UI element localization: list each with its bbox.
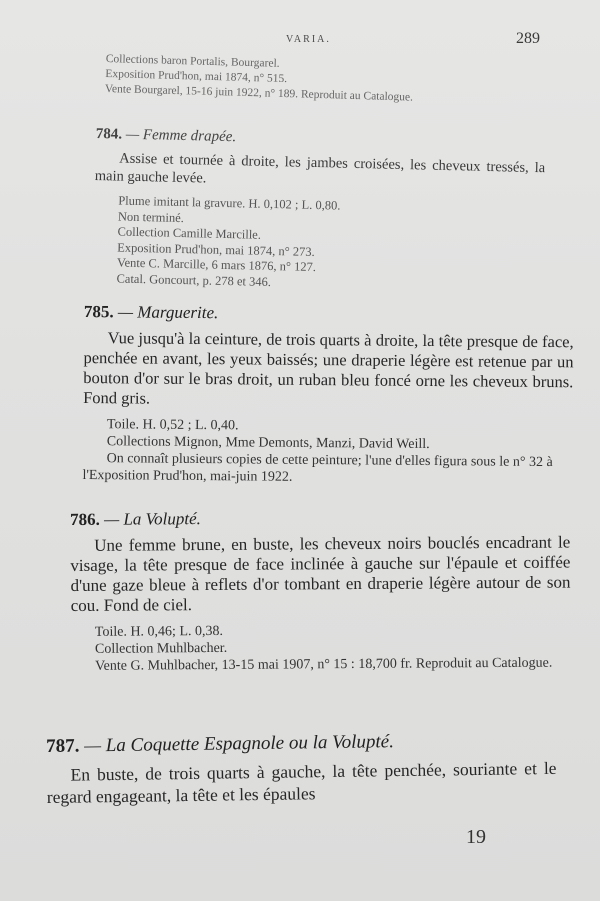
entry-meta xyxy=(82,416,573,488)
continuation-line: Vente Bourgarel, 15-16 juin 1922, n° 189. Reproduit au Catalogue. xyxy=(104,82,414,104)
entry-meta xyxy=(71,621,571,675)
entry-title: — Marguerite. xyxy=(117,302,219,323)
meta-line: Exposition Prud'hon, mai 1874, n° 273. xyxy=(117,240,315,259)
catalogue-entry-786 xyxy=(70,507,571,675)
entry-meta xyxy=(92,193,544,296)
continuation-block xyxy=(105,52,546,109)
entry-heading xyxy=(84,302,574,326)
signature-mark: 19 xyxy=(466,826,486,848)
running-head: VARIA. xyxy=(286,34,331,45)
meta-line: Collection Camille Marcille. xyxy=(117,224,262,242)
catalogue-entry-784 xyxy=(92,126,546,296)
catalogue-entry-787 xyxy=(46,729,557,816)
meta-line: Vente G. Muhlbacher, 13-15 mai 1907, n° 15 : 18,700 fr. Reproduit au Catalogue. xyxy=(95,655,553,674)
entry-heading xyxy=(46,729,556,758)
entry-number: 787. xyxy=(46,735,80,757)
continuation-line: Exposition Prud'hon, mai 1874, n° 515. xyxy=(105,67,288,86)
entry-note: On connaît plusieurs copies de cette peinture; l'une d'elles figura sous le n° 32 à l'Exposition Prud'hon, mai-juin 1922. xyxy=(82,451,553,485)
entry-description: En buste, de trois quarts à gauche, la tête penchée, souriante et le regard engageant, la tête et les épaules xyxy=(46,757,557,807)
entry-heading xyxy=(96,126,546,153)
entry-title: — Femme drapée. xyxy=(125,126,237,146)
meta-line: Collection Muhlbacher. xyxy=(94,640,228,657)
entry-title: — La Coquette Espagnole ou la Volupté. xyxy=(83,731,395,757)
entry-description: Vue jusqu'à la ceinture, de trois quarts à droite, la tête presque de face, penchée en avant, les yeux baissés; une draperie légère est retenue par un bouton d'or sur le bras droit, un ruban bleu foncé orne les cheveux bruns. Fond gris. xyxy=(83,328,574,408)
meta-line: Vente C. Marcille, 6 mars 1876, n° 127. xyxy=(116,255,317,275)
entry-number: 786. xyxy=(70,509,100,529)
catalogue-entry-785 xyxy=(82,302,574,488)
continuation-line: Collections baron Portalis, Bourgarel. xyxy=(105,52,280,70)
meta-line: Catal. Goncourt, p. 278 et 346. xyxy=(116,271,272,289)
entry-number: 785. xyxy=(83,302,114,322)
entry-title: — La Volupté. xyxy=(103,509,201,529)
meta-line: Collections Mignon, Mme Demonts, Manzi, David Weill. xyxy=(106,434,430,453)
meta-line: Non terminé. xyxy=(117,209,185,225)
meta-line: Toile. H. 0,46; L. 0,38. xyxy=(94,623,224,640)
entry-description: Une femme brune, en buste, les cheveux noirs bouclés encadrant le visage, la tête presque de face inclinée à gauche sur l'épaule et coiffée d'une gaze bleue à reflets d'or tombant en draperie légère autour de son cou. Fond de ciel. xyxy=(70,532,571,615)
meta-line: Plume imitant la gravure. H. 0,102 ; L. 0,80. xyxy=(118,193,341,213)
page-header xyxy=(46,30,546,50)
entry-description: Assise et tournée à droite, les jambes croisées, les cheveux tressés, la main gauche levée. xyxy=(94,150,546,187)
entry-heading xyxy=(70,507,570,530)
entry-number: 784. xyxy=(95,126,123,143)
meta-line: Toile. H. 0,52 ; L. 0,40. xyxy=(106,417,239,434)
page-number: 289 xyxy=(516,30,540,47)
